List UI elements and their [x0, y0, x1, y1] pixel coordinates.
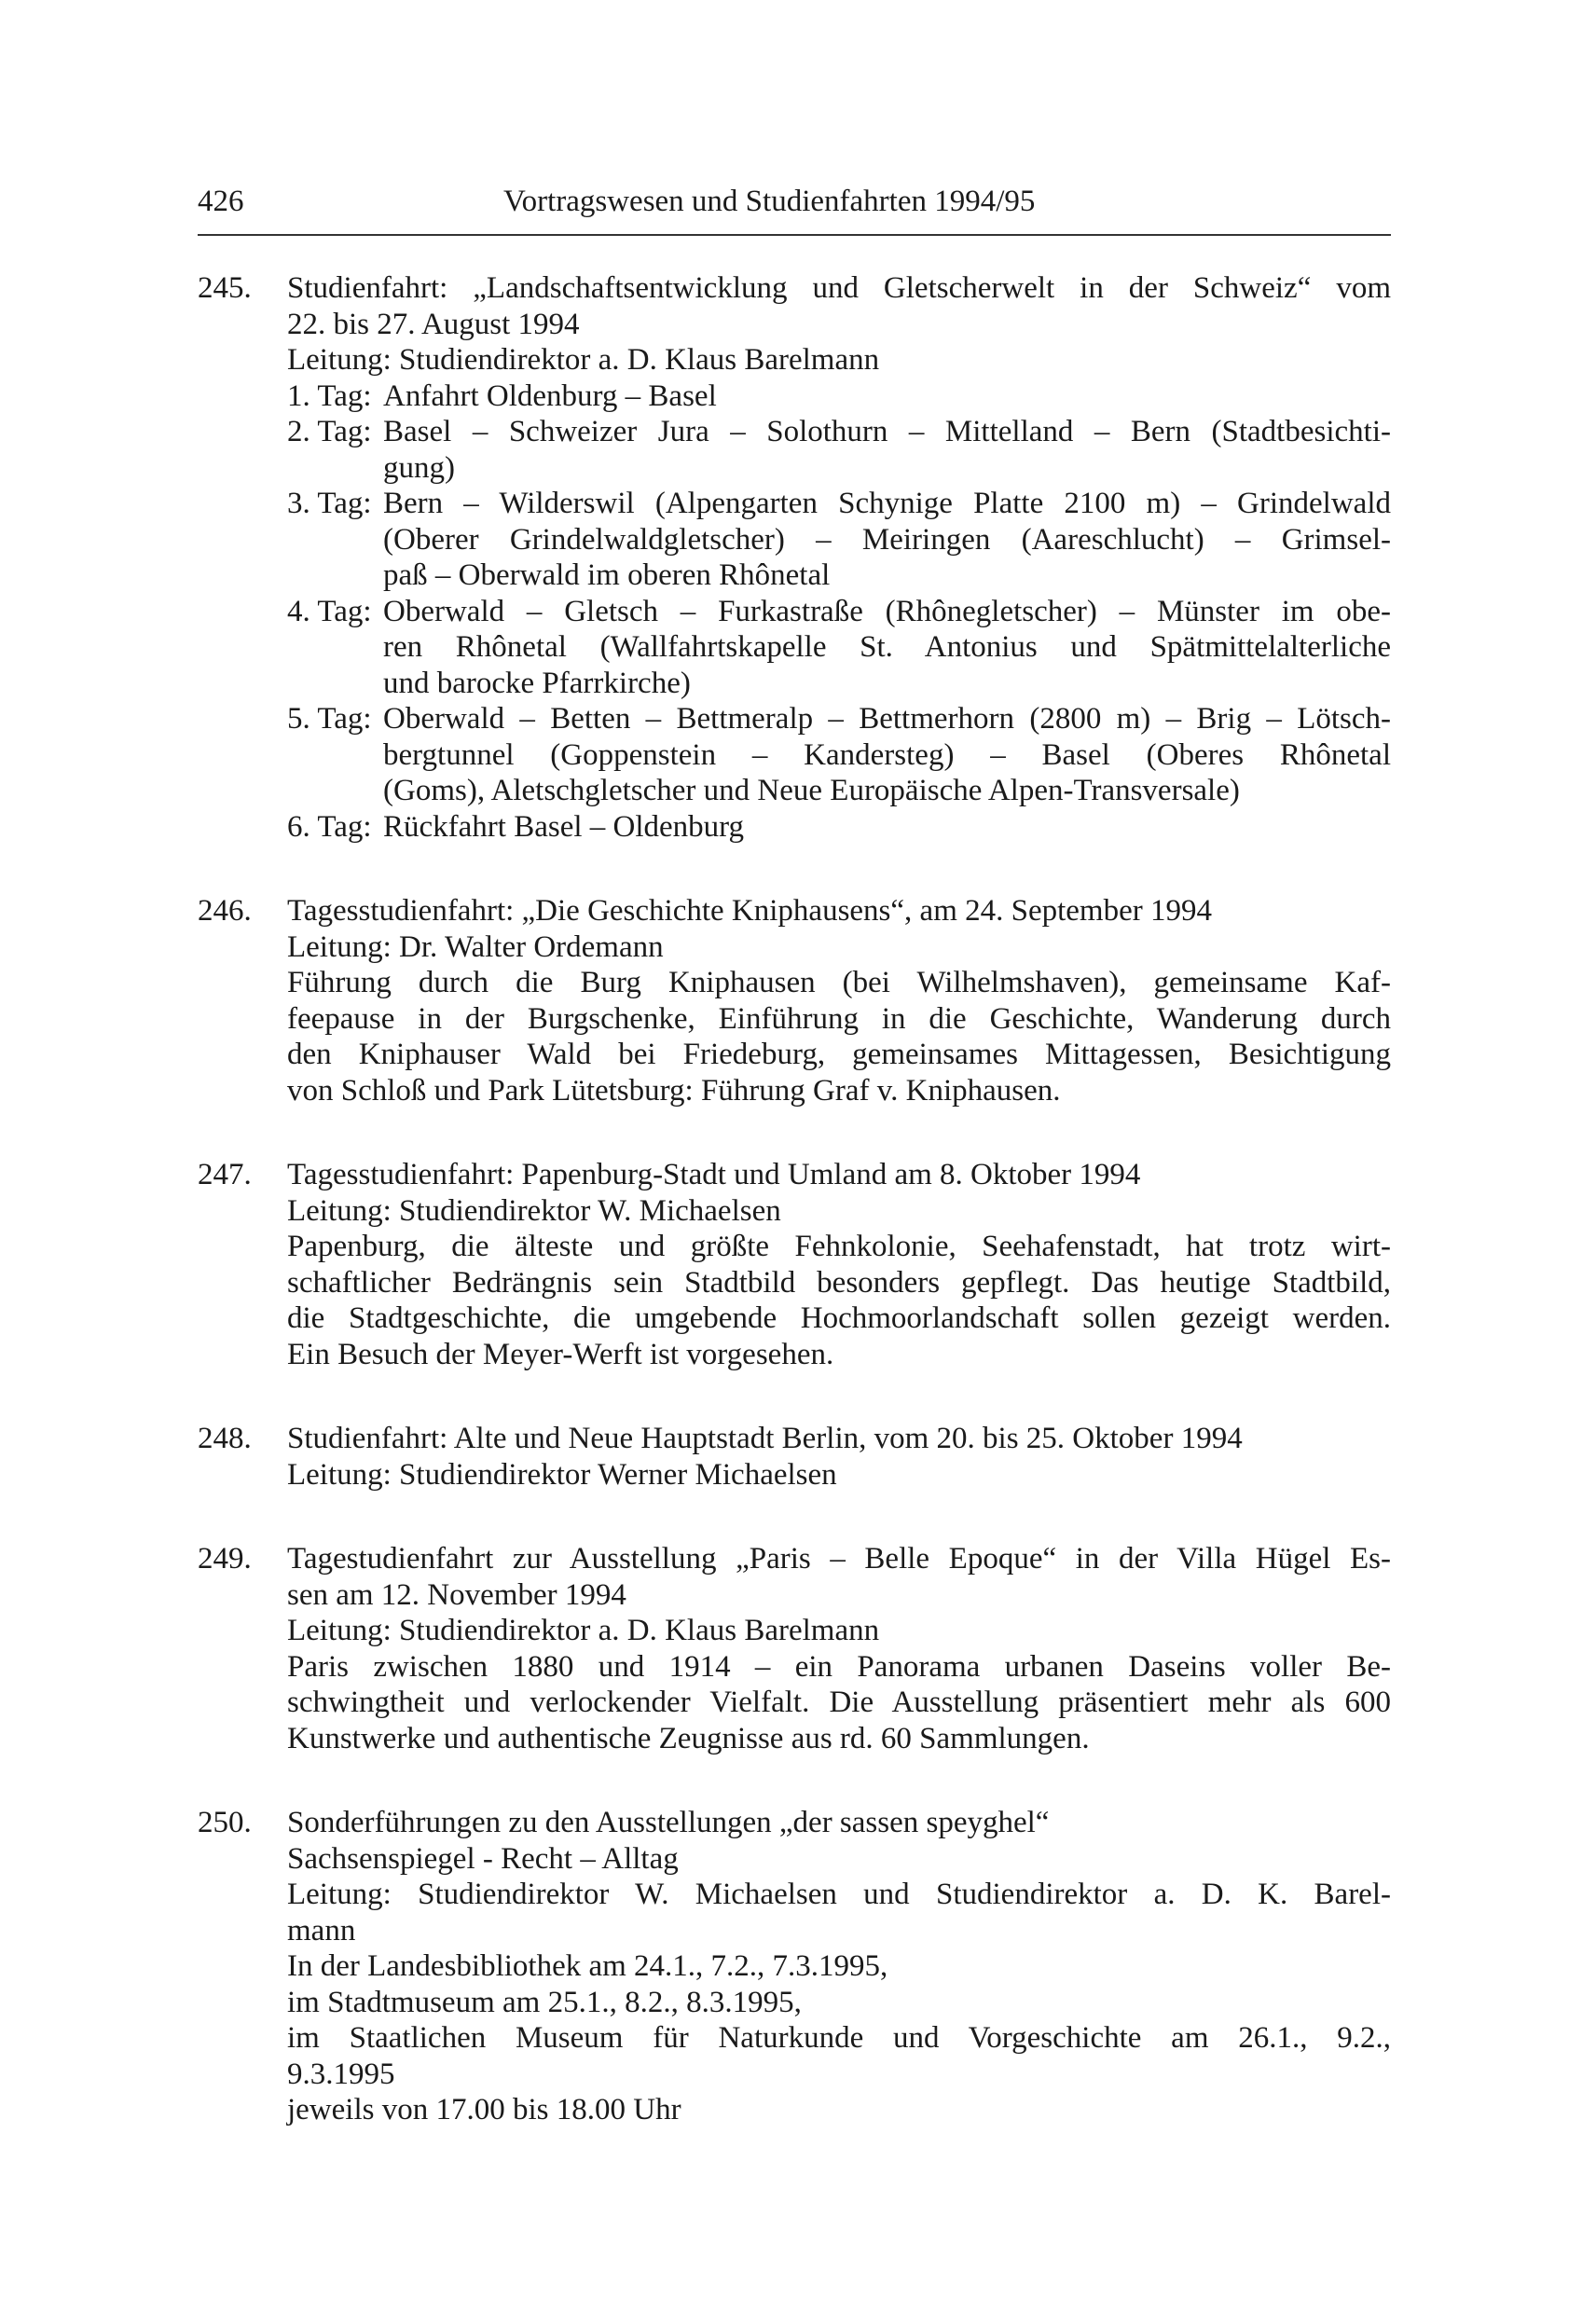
day-line: Rückfahrt Basel – Oldenburg	[383, 809, 745, 844]
entry-line: Leitung: Studiendirektor a. D. Klaus Barelmann	[287, 1614, 880, 1647]
entry-line: schwingtheit und verlockender Vielfalt. Die Ausstellung präsentiert mehr als 600	[287, 1686, 1391, 1719]
entry-line: Tagesstudienfahrt: Papenburg-Stadt und Umland am 8. Oktober 1994	[287, 1158, 1141, 1191]
day-label: 6. Tag:	[287, 809, 372, 844]
entry-line: 22. bis 27. August 1994	[287, 307, 580, 341]
day-line: ren Rhônetal (Wallfahrtskapelle St. Antonius und Spätmittelalterliche	[383, 630, 1391, 664]
entry-line: Papenburg, die älteste und größte Fehnkolonie, Seehafenstadt, hat trotz wirt-	[287, 1230, 1391, 1263]
day-label: 5. Tag:	[287, 702, 372, 736]
day-line: Anfahrt Oldenburg – Basel	[383, 378, 717, 413]
day-label: 2. Tag:	[287, 415, 372, 448]
entry-line: Tagesstudienfahrt: „Die Geschichte Kniphausens“, am 24. September 1994	[287, 894, 1212, 928]
day-line: Oberwald – Betten – Bettmeralp – Bettmerhorn (2800 m) – Brig – Lötsch-	[383, 702, 1391, 736]
itinerary-day	[287, 486, 1391, 594]
itinerary-day	[287, 701, 1391, 809]
entry-line: 9.3.1995	[287, 2057, 395, 2091]
entry-line: die Stadtgeschichte, die umgebende Hochmoorlandschaft sollen gezeigt werden.	[287, 1301, 1391, 1335]
entry-249	[198, 1541, 1391, 1756]
entry-number: 247.	[198, 1158, 252, 1191]
entry-line: jeweils von 17.00 bis 18.00 Uhr	[287, 2093, 681, 2126]
entry-line: Sonderführungen zu den Ausstellungen „der sassen speyghel“	[287, 1806, 1050, 1839]
entry-number: 248.	[198, 1422, 252, 1455]
entry-line: sen am 12. November 1994	[287, 1577, 626, 1612]
day-line: bergtunnel (Goppenstein – Kandersteg) – Basel (Oberes Rhônetal	[383, 737, 1391, 772]
entry-line: Studienfahrt: Alte und Neue Hauptstadt Berlin, vom 20. bis 25. Oktober 1994	[287, 1422, 1243, 1455]
entry-line: Tagestudienfahrt zur Ausstellung „Paris – Belle Epoque“ in der Villa Hügel Es-	[287, 1542, 1391, 1576]
day-line: Bern – Wilderswil (Alpengarten Schynige Platte 2100 m) – Grindelwald	[383, 487, 1391, 520]
entry-line: Leitung: Studiendirektor W. Michaelsen und Studiendirektor a. D. K. Barel-	[287, 1878, 1391, 1911]
day-line: (Goms), Aletschgletscher und Neue Europäische Alpen-Transversale)	[383, 774, 1240, 807]
entry-line: Leitung: Studiendirektor Werner Michaelsen	[287, 1457, 837, 1492]
entry-line: Führung durch die Burg Kniphausen (bei Wilhelmshaven), gemeinsame Kaf-	[287, 966, 1391, 999]
itinerary-day	[287, 594, 1391, 702]
day-line: Oberwald – Gletsch – Furkastraße (Rhônegletscher) – Münster im obe-	[383, 594, 1391, 628]
entry-line: feepause in der Burgschenke, Einführung in die Geschichte, Wanderung durch	[287, 1001, 1391, 1036]
entry-list	[198, 270, 1391, 2128]
day-label: 1. Tag:	[287, 378, 372, 413]
entry-number: 249.	[198, 1542, 252, 1576]
entry-line: von Schloß und Park Lütetsburg: Führung Graf v. Kniphausen.	[287, 1073, 1061, 1108]
entry-245	[198, 270, 1391, 845]
entry-246	[198, 893, 1391, 1108]
entry-line: im Stadtmuseum am 25.1., 8.2., 8.3.1995,	[287, 1985, 802, 2019]
entry-248	[198, 1421, 1391, 1493]
day-label: 4. Tag:	[287, 594, 372, 628]
day-line: gung)	[383, 450, 455, 485]
itinerary-day	[287, 809, 1391, 846]
entry-line: Leitung: Studiendirektor a. D. Klaus Barelmann	[287, 343, 880, 377]
itinerary-day	[287, 378, 1391, 415]
entry-line: den Kniphauser Wald bei Friedeburg, gemeinsames Mittagessen, Besichtigung	[287, 1038, 1391, 1071]
day-line: Basel – Schweizer Jura – Solothurn – Mittelland – Bern (Stadtbesichti-	[383, 415, 1391, 448]
entry-line: Kunstwerke und authentische Zeugnisse aus rd. 60 Sammlungen.	[287, 1721, 1090, 1755]
entry-line: schaftlicher Bedrängnis sein Stadtbild besonders gepflegt. Das heutige Stadtbild,	[287, 1265, 1391, 1300]
day-line: und barocke Pfarrkirche)	[383, 666, 691, 700]
entry-250	[198, 1805, 1391, 2128]
entry-number: 246.	[198, 894, 252, 928]
entry-line: Studienfahrt: „Landschaftsentwicklung und Gletscherwelt in der Schweiz“ vom	[287, 271, 1391, 305]
day-line: paß – Oberwald im oberen Rhônetal	[383, 558, 831, 592]
entry-line: im Staatlichen Museum für Naturkunde und Vorgeschichte am 26.1., 9.2.,	[287, 2021, 1391, 2055]
entry-line: Ein Besuch der Meyer-Werft ist vorgesehen.	[287, 1337, 834, 1371]
entry-line: In der Landesbibliothek am 24.1., 7.2., 7.3.1995,	[287, 1949, 888, 1983]
entry-number: 245.	[198, 271, 252, 305]
entry-line: Sachsenspiegel - Recht – Alltag	[287, 1841, 679, 1876]
entry-line: Paris zwischen 1880 und 1914 – ein Panorama urbanen Daseins voller Be-	[287, 1649, 1391, 1684]
entry-number: 250.	[198, 1806, 252, 1839]
entry-247	[198, 1157, 1391, 1372]
page-number: 426	[198, 185, 244, 218]
day-line: (Oberer Grindelwaldgletscher) – Meiringen (Aareschlucht) – Grimsel-	[383, 522, 1391, 557]
day-label: 3. Tag:	[287, 487, 372, 520]
entry-line: mann	[287, 1913, 356, 1947]
entry-line: Leitung: Studiendirektor W. Michaelsen	[287, 1193, 781, 1228]
entry-line: Leitung: Dr. Walter Ordemann	[287, 929, 664, 964]
running-head: Vortragswesen und Studienfahrten 1994/95	[503, 185, 1036, 218]
header-rule	[198, 234, 1391, 236]
itinerary-day	[287, 414, 1391, 486]
